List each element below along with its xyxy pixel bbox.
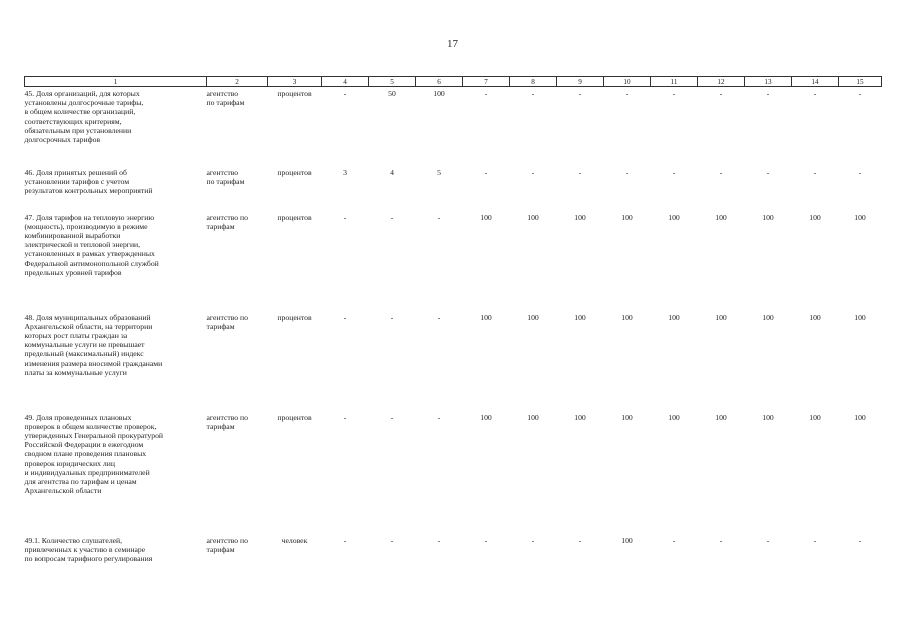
value-col-11: -	[672, 535, 676, 545]
value-col-12: 100	[715, 412, 727, 422]
value-col-13: 100	[762, 312, 774, 322]
indicator-name: 46. Доля принятых решений об установлении тарифов с учетом результатов контрольных мероприятий	[24, 167, 153, 195]
value-col-10: 100	[621, 535, 633, 545]
responsible-agency: агентство по тарифам	[206, 535, 249, 554]
value-col-9: -	[578, 167, 582, 177]
value-col-4: -	[343, 89, 347, 98]
value-col-7: -	[484, 167, 488, 177]
table-row	[25, 87, 882, 166]
column-number-8: 8	[510, 77, 557, 87]
value-col-12: 100	[715, 212, 727, 222]
value-col-5: 4	[390, 167, 394, 177]
value-col-6: -	[437, 312, 441, 322]
value-col-7: -	[484, 89, 488, 98]
column-number-5: 5	[369, 77, 416, 87]
indicator-name: 47. Доля тарифов на тепловую энергию (мощность), производимую в режиме комбинированной выработки электрической и тепловой энергии, установленных в рамках утвержденных Федеральной антимонопольной службой предельных уровней тарифов	[24, 212, 159, 277]
value-col-5: -	[390, 212, 394, 222]
responsible-agency: агентство по тарифам	[206, 89, 245, 108]
table-body	[25, 87, 882, 574]
unit-of-measure: человек	[281, 535, 308, 545]
table-row	[25, 311, 882, 411]
value-col-14: -	[813, 535, 817, 545]
value-col-12: -	[719, 535, 723, 545]
page-number: 17	[447, 38, 458, 50]
column-number-15: 15	[839, 77, 882, 87]
column-number-12: 12	[698, 77, 745, 87]
column-number-2: 2	[207, 77, 268, 87]
value-col-13: -	[766, 89, 770, 98]
value-col-13: 100	[762, 212, 774, 222]
value-col-9: -	[578, 535, 582, 545]
column-number-9: 9	[557, 77, 604, 87]
value-col-8: 100	[527, 412, 539, 422]
table-row	[25, 166, 882, 211]
value-col-4: -	[343, 312, 347, 322]
value-col-15: 100	[854, 312, 866, 322]
value-col-11: 100	[668, 212, 680, 222]
column-number-3: 3	[268, 77, 322, 87]
value-col-8: 100	[527, 212, 539, 222]
value-col-14: 100	[809, 212, 821, 222]
value-col-5: -	[390, 412, 394, 422]
responsible-agency: агентство по тарифам	[206, 212, 249, 231]
value-col-14: -	[813, 167, 817, 177]
value-col-15: 100	[854, 412, 866, 422]
value-col-4: 3	[343, 167, 347, 177]
value-col-15: -	[858, 89, 862, 98]
unit-of-measure: процентов	[277, 312, 312, 322]
value-col-11: 100	[668, 412, 680, 422]
value-col-12: -	[719, 89, 723, 98]
column-number-row	[25, 77, 882, 87]
value-col-10: -	[625, 89, 629, 98]
value-col-5: -	[390, 535, 394, 545]
value-col-9: 100	[574, 212, 586, 222]
value-col-7: 100	[480, 312, 492, 322]
value-col-10: 100	[621, 212, 633, 222]
value-col-6: -	[437, 535, 441, 545]
unit-of-measure: процентов	[277, 89, 312, 98]
unit-of-measure: процентов	[277, 412, 312, 422]
value-col-4: -	[343, 412, 347, 422]
value-col-8: -	[531, 535, 535, 545]
value-col-5: -	[390, 312, 394, 322]
indicator-name: 49.1. Количество слушателей, привлеченных к участию в семинаре по вопросам тарифного регулирования	[24, 535, 153, 563]
value-col-10: -	[625, 167, 629, 177]
value-col-9: 100	[574, 312, 586, 322]
table-row	[25, 534, 882, 574]
responsible-agency: агентство по тарифам	[206, 412, 249, 431]
value-col-15: -	[858, 167, 862, 177]
value-col-11: -	[672, 89, 676, 98]
column-number-6: 6	[416, 77, 463, 87]
indicator-name: 48. Доля муниципальных образований Архангельской области, на территории которых рост платы граждан за коммунальные услуги не превышает предельный (максимальный) индекс изменения размера вносимой гражданами платы за коммунальные услуги	[24, 312, 163, 377]
value-col-14: 100	[809, 412, 821, 422]
value-col-14: -	[813, 89, 817, 98]
value-col-13: -	[766, 167, 770, 177]
value-col-7: -	[484, 535, 488, 545]
table-header	[25, 77, 882, 87]
value-col-11: 100	[668, 312, 680, 322]
value-col-13: 100	[762, 412, 774, 422]
value-col-6: 100	[433, 89, 445, 98]
table-row	[25, 211, 882, 311]
responsible-agency: агентство по тарифам	[206, 167, 245, 186]
value-col-9: -	[578, 89, 582, 98]
column-number-13: 13	[745, 77, 792, 87]
column-number-7: 7	[463, 77, 510, 87]
value-col-9: 100	[574, 412, 586, 422]
value-col-11: -	[672, 167, 676, 177]
indicators-table	[24, 76, 882, 574]
table-row	[25, 411, 882, 534]
value-col-6: -	[437, 412, 441, 422]
indicator-name: 45. Доля организаций, для которых установлены долгосрочные тарифы, в общем количестве организаций, соответствующих критериям, обязательным при установлении долгосрочных тарифов	[24, 89, 144, 145]
value-col-8: -	[531, 89, 535, 98]
value-col-15: 100	[854, 212, 866, 222]
value-col-8: -	[531, 167, 535, 177]
value-col-10: 100	[621, 412, 633, 422]
value-col-12: -	[719, 167, 723, 177]
value-col-5: 50	[388, 89, 396, 98]
value-col-7: 100	[480, 412, 492, 422]
unit-of-measure: процентов	[277, 167, 312, 177]
column-number-4: 4	[322, 77, 369, 87]
value-col-15: -	[858, 535, 862, 545]
value-col-10: 100	[621, 312, 633, 322]
responsible-agency: агентство по тарифам	[206, 312, 249, 331]
value-col-14: 100	[809, 312, 821, 322]
value-col-4: -	[343, 212, 347, 222]
value-col-12: 100	[715, 312, 727, 322]
value-col-8: 100	[527, 312, 539, 322]
unit-of-measure: процентов	[277, 212, 312, 222]
column-number-10: 10	[604, 77, 651, 87]
value-col-7: 100	[480, 212, 492, 222]
value-col-13: -	[766, 535, 770, 545]
column-number-14: 14	[792, 77, 839, 87]
value-col-6: -	[437, 212, 441, 222]
indicator-name: 49. Доля проведенных плановых проверок в общем количестве проверок, утвержденных Генеральной прокуратурой Российской Федерации в ежегодном сводном плане проведения плановых проверок юридических лиц и индивидуальных предпринимателей для агентства по тарифам и ценам Архангельской области	[24, 412, 164, 496]
column-number-11: 11	[651, 77, 698, 87]
value-col-6: 5	[437, 167, 441, 177]
column-number-1: 1	[25, 77, 207, 87]
value-col-4: -	[343, 535, 347, 545]
